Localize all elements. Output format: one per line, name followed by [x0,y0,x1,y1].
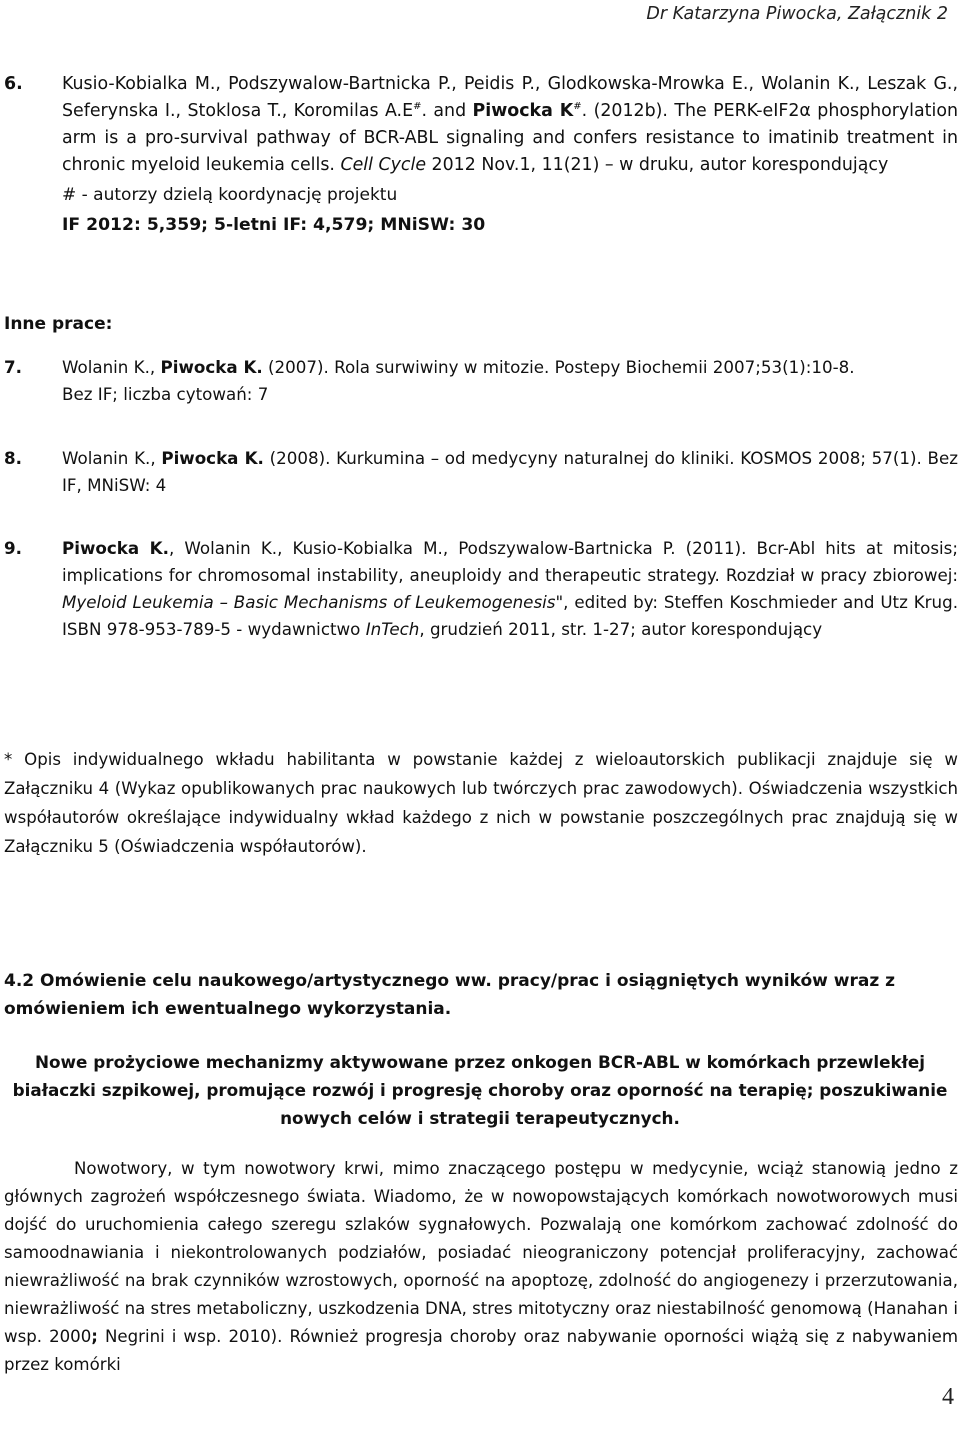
citation-rest: (2008). Kurkumina – od medycyny naturalnej do kliniki. KOSMOS 2008; 57(1). Bez IF, MNiSW: 4 [62,448,958,495]
impact-factor-line: IF 2012: 5,359; 5-letni IF: 4,579; MNiSW: 30 [62,215,486,235]
co-coordination-mark: # [413,101,422,113]
citation-rest: (2007). Rola surwiwiny w mitozie. Postepy Biochemii 2007;53(1):10-8. [262,357,855,377]
citation-metrics: Bez IF; liczba cytowań: 7 [62,384,269,404]
other-works-heading: Inne prace: [4,314,113,334]
citation-part: , Wolanin K., Kusio-Kobialka M., Podszywalow-Bartnicka P. (2011). Bcr-Abl hits at mitosis; implications for chromosomal instability, aneuploidy and therapeutic strategy. Rozdział w pracy zbiorowej: [62,538,958,585]
body-paragraph [4,1155,958,1379]
citation-and: . and [421,101,473,121]
citation-author-highlight: Piwocka K [472,101,574,121]
citation-details: 2012 Nov.1, 11(21) – w druku, autor korespondujący [426,155,889,175]
citation-authors: Wolanin K., [62,357,161,377]
citation-title: . (2012b). The PERK-eIF2α phosphorylation arm is a pro-survival pathway of BCR-ABL signaling and confers resistance to imatinib treatment in chronic myeloid leukemia cells. [62,101,958,175]
page-number: 4 [942,1384,954,1410]
publication-item-6 [4,71,958,239]
publication-item-9 [4,535,958,643]
paragraph-text: Nowotwory, w tym nowotwory krwi, mimo znaczącego postępu w medycynie, wciąż stanowią jedno z głównych zagrożeń współczesnego świata. Wiadomo, że w nowopowstających komórkach nowotworowych musi dojść do uruchomienia całego szeregu szlaków sygnałowych. Pozwalają one komórkom zachować zdolność do samoodnawiania i niekontrolowanych podziałów, posiadać nieograniczony potencjał proliferacyjny, zachować niewrażliwość na brak czynników wzrostowych, oporność na apoptozę, zdolność do angiogenezy i przerzutowania, niewrażliwość na stres metaboliczny, uszkodzenia DNA, stres mitotyczny oraz niestabilność genomową (Hanahan i wsp. 2000 [4,1159,958,1346]
citation-publisher: InTech [365,619,420,639]
item-number: 6. [4,74,23,94]
citation-part: ", edited by: Steffen Koschmieder and Utz Krug. ISBN 978-953-789-5 - wydawnictwo [62,592,959,639]
paragraph-semicolon: ; [91,1327,98,1346]
item-number: 8. [4,448,22,468]
section-subtitle: Nowe prożyciowe mechanizmy aktywowane przez onkogen BCR-ABL w komórkach przewlekłej białaczki szpikowej, promujące rozwój i progresję choroby oraz oporność na terapię; poszukiwanie nowych celów i strategii terapeutycznych. [12,1052,948,1128]
coordination-note: # - autorzy dzielą koordynację projektu [62,185,398,205]
running-header: Dr Katarzyna Piwocka, Załącznik 2 [646,4,948,24]
paragraph-text: Negrini i wsp. 2010). Również progresja choroby oraz nabywanie oporności wiążą się z nabywaniem przez komórki [4,1327,958,1374]
item-number: 7. [4,357,22,377]
citation-part: , grudzień 2011, str. 1-27; autor korespondujący [419,619,823,639]
section-heading: 4.2 Omówienie celu naukowego/artystycznego ww. pracy/prac i osiągniętych wyników wraz z omówieniem ich ewentualnego wykorzystania. [4,971,896,1019]
citation-author-highlight: Piwocka K. [160,357,263,377]
citation-author-highlight: Piwocka K. [62,538,169,558]
citation-authors: Kusio-Kobialka M., Podszywalow-Bartnicka P., Peidis P., Glodkowska-Mrowka E., Wolanin K., Leszak G., Seferynska I., Stoklosa T., Koromilas A.E [62,74,958,121]
citation-authors: Wolanin K., [62,448,162,468]
publication-citation [62,445,958,499]
co-coordination-mark: # [573,101,582,113]
item-number: 9. [4,538,22,558]
publication-citation [62,535,958,643]
publication-item-8 [4,445,958,499]
publication-item-7 [4,354,958,408]
publication-citation [62,71,958,239]
citation-book-title: Myeloid Leukemia – Basic Mechanisms of Leukemogenesis [62,592,556,612]
citation-author-highlight: Piwocka K. [161,448,264,468]
citation-journal: Cell Cycle [340,155,427,175]
publication-citation [62,354,958,408]
footnote-description: * Opis indywidualnego wkładu habilitanta w powstanie każdej z wieloautorskich publikacji znajduje się w Załączniku 4 (Wykaz opublikowanych prac naukowych lub twórczych prac zawodowych). Oświadczenia wszystkich współautorów określające indywidualny wkład każdego z nich w powstanie poszczególnych prac znajdują się w Załączniku 5 (Oświadczenia współautorów). [4,750,958,856]
